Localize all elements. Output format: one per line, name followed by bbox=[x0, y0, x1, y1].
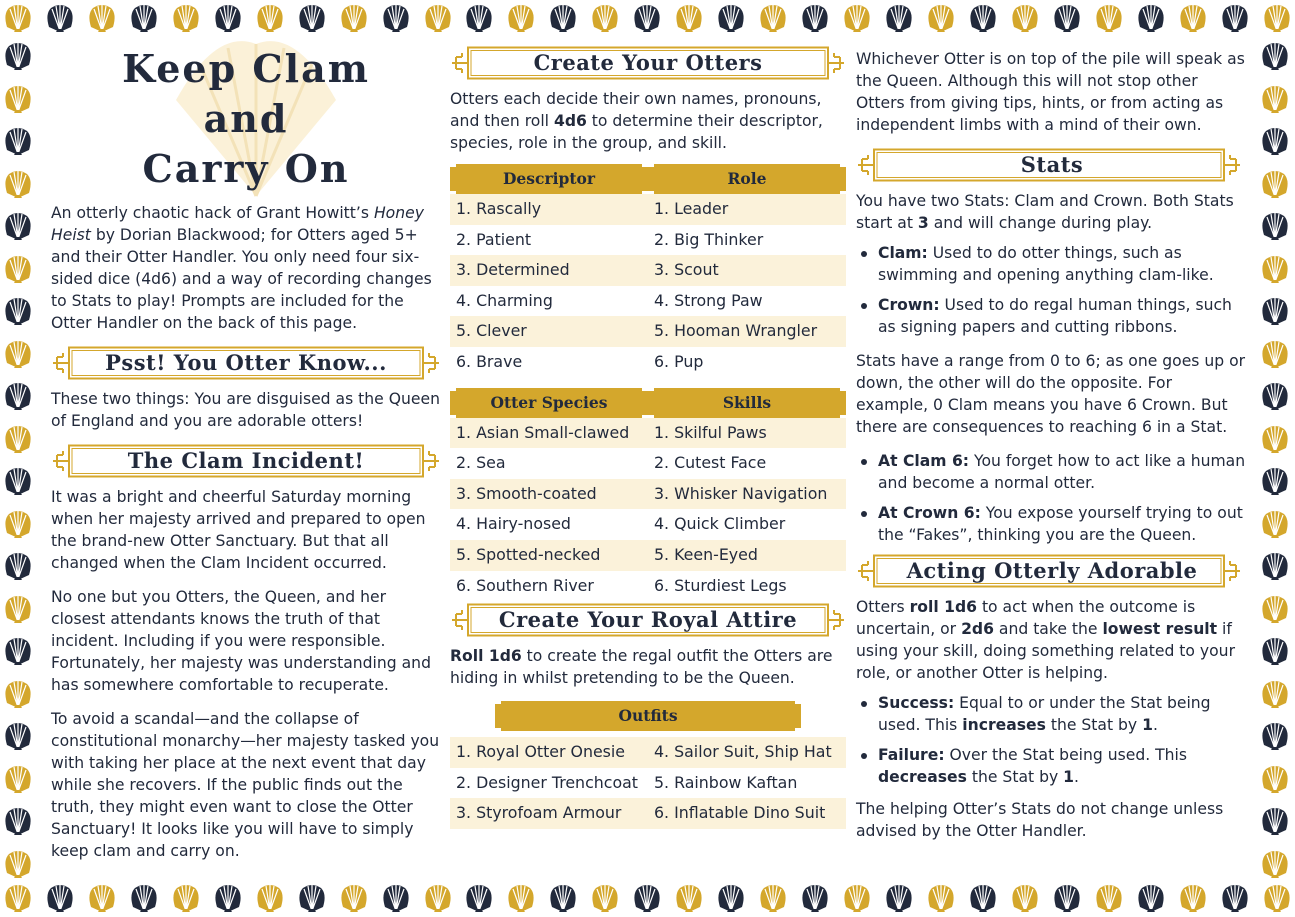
table-cell: 1. Skilful Paws bbox=[654, 422, 767, 442]
gold-scallop-shell-icon bbox=[1259, 763, 1291, 795]
table-cell: 3. Styrofoam Armour bbox=[456, 803, 622, 823]
table-cell: 1. Royal Otter Onesie bbox=[456, 742, 626, 762]
gold-scallop-shell-icon bbox=[1177, 882, 1209, 914]
intro-italic: Honey Heist bbox=[51, 204, 424, 244]
table-row bbox=[450, 225, 846, 256]
navy-scallop-shell-icon bbox=[547, 2, 579, 34]
crown6-text: You expose yourself trying to out the “Fakes”, thinking you are the Queen. bbox=[878, 504, 1243, 544]
create-text-bold: 4d6 bbox=[553, 112, 587, 130]
table-row bbox=[450, 194, 846, 225]
attire-text bbox=[450, 645, 846, 689]
gold-scallop-shell-icon bbox=[86, 2, 118, 34]
failure-number: 1 bbox=[1063, 768, 1075, 786]
incident-paragraph-1: It was a bright and cheerful Saturday morning when her majesty arrived and prepared to open the brand-new Otter Sanctuary. But that all changed when the Clam Incident occurred. bbox=[51, 488, 426, 572]
gold-scallop-shell-icon bbox=[841, 882, 873, 914]
descriptor-role-table bbox=[450, 164, 846, 378]
success-label: Success: bbox=[878, 694, 955, 712]
clam6-text: You forget how to act like a human and become a normal otter. bbox=[878, 452, 1246, 492]
intro-paragraph bbox=[51, 202, 441, 334]
acting-b3: lowest result bbox=[1102, 620, 1218, 638]
intro-text-1: An otterly chaotic hack of Grant Howitt’s bbox=[51, 204, 374, 222]
gold-scallop-shell-icon bbox=[2, 423, 34, 455]
navy-scallop-shell-icon bbox=[2, 40, 34, 72]
table-cell: 5. Rainbow Kaftan bbox=[654, 772, 798, 792]
navy-scallop-shell-icon bbox=[1259, 380, 1291, 412]
column-right bbox=[856, 40, 1248, 854]
table-cell: 4. Hairy-nosed bbox=[456, 514, 571, 534]
list-item bbox=[856, 450, 1248, 494]
navy-scallop-shell-icon bbox=[463, 2, 495, 34]
table-cell: 1. Leader bbox=[654, 199, 729, 218]
header-descriptor bbox=[450, 164, 648, 194]
table-cell: 3. Determined bbox=[456, 260, 570, 280]
consequence-list bbox=[856, 450, 1248, 546]
navy-scallop-shell-icon bbox=[2, 550, 34, 582]
navy-scallop-shell-icon bbox=[380, 2, 412, 34]
gold-scallop-shell-icon bbox=[925, 2, 957, 34]
outcome-list bbox=[856, 692, 1248, 788]
clam6-label: At Clam 6: bbox=[878, 452, 970, 470]
navy-scallop-shell-icon bbox=[296, 882, 328, 914]
gold-scallop-shell-icon bbox=[505, 882, 537, 914]
navy-scallop-shell-icon bbox=[2, 635, 34, 667]
navy-scallop-shell-icon bbox=[1219, 2, 1251, 34]
success-end: . bbox=[1152, 716, 1158, 734]
success-number: 1 bbox=[1142, 716, 1153, 734]
gold-scallop-shell-icon bbox=[2, 848, 34, 880]
navy-scallop-shell-icon bbox=[715, 882, 747, 914]
table-cell: 5. Hooman Wrangler bbox=[654, 321, 818, 341]
navy-scallop-shell-icon bbox=[883, 2, 915, 34]
header-label: Skills bbox=[722, 392, 772, 412]
failure-bold: decreases bbox=[878, 768, 967, 786]
clam-text: Used to do otter things, such as swimming and opening anything clam-like. bbox=[878, 244, 1214, 284]
table-cell: 3. Smooth-coated bbox=[456, 483, 597, 503]
acting-banner bbox=[856, 554, 1248, 588]
clam-label: Clam: bbox=[878, 244, 928, 262]
attire-banner bbox=[450, 603, 846, 637]
gold-scallop-shell-icon bbox=[1177, 2, 1209, 34]
table-cell: 4. Quick Climber bbox=[654, 514, 786, 534]
gold-scallop-shell-icon bbox=[338, 882, 370, 914]
navy-scallop-shell-icon bbox=[2, 805, 34, 837]
navy-scallop-shell-icon bbox=[1259, 465, 1291, 497]
gold-scallop-shell-icon bbox=[422, 882, 454, 914]
gold-scallop-shell-icon bbox=[2, 253, 34, 285]
navy-scallop-shell-icon bbox=[128, 882, 160, 914]
navy-scallop-shell-icon bbox=[1135, 882, 1167, 914]
title-line-3: Carry On bbox=[142, 146, 350, 191]
table-row bbox=[450, 448, 846, 479]
table-row bbox=[450, 737, 846, 768]
gold-scallop-shell-icon bbox=[2, 168, 34, 200]
failure-label: Failure: bbox=[878, 746, 945, 764]
table-row bbox=[450, 255, 846, 286]
gold-scallop-shell-icon bbox=[422, 2, 454, 34]
table-row bbox=[450, 286, 846, 317]
table-row bbox=[450, 347, 846, 378]
acting-t1: Otters bbox=[856, 598, 910, 616]
list-item bbox=[856, 242, 1248, 286]
table-cell: 3. Whisker Navigation bbox=[654, 483, 828, 503]
table-row bbox=[450, 798, 846, 829]
gold-scallop-shell-icon bbox=[2, 763, 34, 795]
gold-scallop-shell-icon bbox=[1259, 83, 1291, 115]
table-header bbox=[450, 164, 846, 194]
table-cell: 4. Sailor Suit, Ship Hat bbox=[654, 742, 832, 762]
crown-label: Crown: bbox=[878, 296, 940, 314]
psst-text: These two things: You are disguised as the Queen of England and you are adorable otters! bbox=[51, 390, 440, 430]
header-species bbox=[450, 388, 648, 418]
navy-scallop-shell-icon bbox=[1135, 2, 1167, 34]
header-role bbox=[648, 164, 846, 194]
gold-scallop-shell-icon bbox=[1259, 168, 1291, 200]
attire-heading: Create Your Royal Attire bbox=[498, 607, 798, 633]
navy-scallop-shell-icon bbox=[2, 465, 34, 497]
gold-scallop-shell-icon bbox=[1259, 338, 1291, 370]
create-text bbox=[450, 88, 846, 154]
shell-border-left bbox=[2, 40, 36, 880]
stats-intro-2: and will change during play. bbox=[928, 214, 1153, 232]
navy-scallop-shell-icon bbox=[1259, 635, 1291, 667]
gold-scallop-shell-icon bbox=[254, 882, 286, 914]
stats-heading: Stats bbox=[1020, 152, 1084, 177]
gold-scallop-shell-icon bbox=[1093, 2, 1125, 34]
table-cell: 2. Cutest Face bbox=[654, 453, 767, 473]
navy-scallop-shell-icon bbox=[547, 882, 579, 914]
gold-scallop-shell-icon bbox=[338, 2, 370, 34]
list-item bbox=[856, 502, 1248, 546]
table-cell: 6. Pup bbox=[654, 351, 704, 371]
table-cell: 2. Patient bbox=[456, 229, 532, 249]
navy-scallop-shell-icon bbox=[2, 295, 34, 327]
header-skills bbox=[648, 388, 846, 418]
failure-t2: the Stat by bbox=[966, 768, 1064, 786]
table-cell: 6. Southern River bbox=[456, 575, 594, 595]
navy-scallop-shell-icon bbox=[463, 882, 495, 914]
gold-scallop-shell-icon bbox=[757, 882, 789, 914]
incident-banner bbox=[51, 444, 441, 478]
navy-scallop-shell-icon bbox=[1259, 40, 1291, 72]
navy-scallop-shell-icon bbox=[212, 882, 244, 914]
navy-scallop-shell-icon bbox=[380, 882, 412, 914]
acting-heading: Acting Otterly Adorable bbox=[906, 558, 1198, 583]
list-item bbox=[856, 692, 1248, 736]
table-cell: 6. Sturdiest Legs bbox=[654, 575, 787, 595]
attire-text-rest: to create the regal outfit the Otters are hiding in whilst pretending to be the Queen. bbox=[450, 647, 833, 688]
gold-scallop-shell-icon bbox=[673, 882, 705, 914]
create-heading: Create Your Otters bbox=[533, 50, 763, 75]
navy-scallop-shell-icon bbox=[631, 882, 663, 914]
navy-scallop-shell-icon bbox=[631, 2, 663, 34]
navy-scallop-shell-icon bbox=[296, 2, 328, 34]
gold-scallop-shell-icon bbox=[2, 508, 34, 540]
table-row bbox=[450, 316, 846, 347]
helping-text: The helping Otter’s Stats do not change unless advised by the Otter Handler. bbox=[856, 800, 1224, 840]
navy-scallop-shell-icon bbox=[1259, 720, 1291, 752]
navy-scallop-shell-icon bbox=[44, 2, 76, 34]
table-cell: 6. Inflatable Dino Suit bbox=[654, 803, 826, 823]
stats-intro-1: You have two Stats: Clam and Crown. Both Stats start at bbox=[856, 192, 1234, 232]
incident-paragraph-3: To avoid a scandal—and the collapse of constitutional monarchy—her majesty tasked you with taking her place at the next event that day while she recovers. If the public finds out the truth, they might even want to close the Otter Sanctuary! It looks like you will have to simply keep clam and carry on. bbox=[51, 710, 440, 860]
create-text-2: to determine their descriptor, species, role in the group, and skill. bbox=[450, 112, 823, 152]
table-row bbox=[450, 418, 846, 449]
acting-b2: 2d6 bbox=[961, 620, 994, 638]
incident-heading: The Clam Incident! bbox=[127, 448, 365, 473]
gold-scallop-shell-icon bbox=[1259, 848, 1291, 880]
title-block bbox=[51, 40, 441, 200]
table-cell: 6. Brave bbox=[456, 351, 523, 371]
column-middle bbox=[450, 40, 846, 829]
outfits-header bbox=[450, 701, 846, 731]
navy-scallop-shell-icon bbox=[2, 720, 34, 752]
acting-b1: roll 1d6 bbox=[909, 598, 977, 616]
success-t1: Equal to or under the Stat being used. This bbox=[878, 694, 1211, 734]
crown-text: Used to do regal human things, such as signing papers and cutting ribbons. bbox=[878, 296, 1232, 336]
table-cell: 4. Strong Paw bbox=[654, 290, 763, 310]
gold-scallop-shell-icon bbox=[1259, 678, 1291, 710]
table-cell: 2. Designer Trenchcoat bbox=[456, 772, 638, 792]
table-cell: 5. Spotted-necked bbox=[456, 544, 601, 564]
page-title bbox=[51, 44, 441, 194]
gold-scallop-shell-icon bbox=[2, 2, 34, 34]
gold-scallop-shell-icon bbox=[2, 338, 34, 370]
intro-text-2: by Dorian Blackwood; for Otters aged 5+ and their Otter Handler. You only need four six-sided dice (4d6) and a way of recording changes to Stats to play! Prompts are included for the Otter Handler on the back of this page. bbox=[51, 226, 432, 332]
stats-intro bbox=[856, 190, 1248, 234]
gold-scallop-shell-icon bbox=[2, 882, 34, 914]
column-left bbox=[51, 40, 441, 874]
table-cell: 2. Big Thinker bbox=[654, 229, 764, 249]
acting-t4: if using your skill, doing something related to your role, or another Otter is helping. bbox=[856, 620, 1235, 682]
table-cell: 1. Asian Small-clawed bbox=[456, 422, 630, 442]
title-line-2: and bbox=[203, 96, 289, 141]
table-cell: 5. Clever bbox=[456, 321, 527, 341]
navy-scallop-shell-icon bbox=[2, 210, 34, 242]
stats-banner bbox=[856, 148, 1248, 182]
gold-scallop-shell-icon bbox=[170, 882, 202, 914]
navy-scallop-shell-icon bbox=[799, 882, 831, 914]
acting-t3: and take the bbox=[993, 620, 1103, 638]
navy-scallop-shell-icon bbox=[2, 125, 34, 157]
gold-scallop-shell-icon bbox=[170, 2, 202, 34]
navy-scallop-shell-icon bbox=[715, 2, 747, 34]
table-cell: 1. Rascally bbox=[456, 199, 542, 218]
table-cell: 3. Scout bbox=[654, 260, 719, 280]
table-row bbox=[450, 768, 846, 799]
psst-banner bbox=[51, 346, 441, 380]
stats-list bbox=[856, 242, 1248, 338]
create-banner bbox=[450, 46, 846, 80]
gold-scallop-shell-icon bbox=[254, 2, 286, 34]
gold-scallop-shell-icon bbox=[1261, 882, 1293, 914]
navy-scallop-shell-icon bbox=[1051, 2, 1083, 34]
navy-scallop-shell-icon bbox=[883, 882, 915, 914]
navy-scallop-shell-icon bbox=[967, 882, 999, 914]
gold-scallop-shell-icon bbox=[757, 2, 789, 34]
navy-scallop-shell-icon bbox=[212, 2, 244, 34]
table-cell: 4. Charming bbox=[456, 290, 553, 310]
header-label: Otter Species bbox=[490, 392, 608, 412]
navy-scallop-shell-icon bbox=[1259, 210, 1291, 242]
gold-scallop-shell-icon bbox=[2, 678, 34, 710]
navy-scallop-shell-icon bbox=[1259, 295, 1291, 327]
shell-border-right bbox=[1259, 40, 1293, 880]
table-row bbox=[450, 479, 846, 510]
navy-scallop-shell-icon bbox=[1259, 125, 1291, 157]
stats-range: Stats have a range from 0 to 6; as one goes up or down, the other will do the opposite. For example, 0 Clam means you have 6 Crown. But there are consequences to reaching 6 in a Stat. bbox=[856, 352, 1246, 436]
gold-scallop-shell-icon bbox=[1009, 2, 1041, 34]
stats-intro-bold: 3 bbox=[917, 214, 929, 232]
failure-end: . bbox=[1074, 768, 1079, 786]
header-label: Descriptor bbox=[502, 169, 596, 188]
navy-scallop-shell-icon bbox=[1051, 882, 1083, 914]
list-item bbox=[856, 744, 1248, 788]
table-cell: 2. Sea bbox=[456, 453, 506, 473]
header-outfits bbox=[495, 701, 801, 731]
gold-scallop-shell-icon bbox=[86, 882, 118, 914]
queen-text: Whichever Otter is on top of the pile will speak as the Queen. Although this will not stop other Otters from giving tips, hints, or from acting as independent limbs with a mind of their own. bbox=[856, 50, 1245, 134]
crown6-label: At Crown 6: bbox=[878, 504, 981, 522]
psst-heading: Psst! You Otter Know... bbox=[105, 350, 387, 375]
gold-scallop-shell-icon bbox=[673, 2, 705, 34]
shell-border-top bbox=[2, 2, 1293, 36]
attire-text-bold: Roll 1d6 bbox=[450, 647, 522, 666]
outfits-table bbox=[450, 701, 846, 829]
navy-scallop-shell-icon bbox=[2, 380, 34, 412]
header-label: Role bbox=[727, 169, 767, 188]
gold-scallop-shell-icon bbox=[1259, 253, 1291, 285]
gold-scallop-shell-icon bbox=[589, 2, 621, 34]
gold-scallop-shell-icon bbox=[1259, 423, 1291, 455]
incident-paragraph-2: No one but you Otters, the Queen, and her closest attendants knows the truth of that incident. Including if you were responsible. Fortunately, her majesty was understanding and has somewhere comfortable to recuperate. bbox=[51, 588, 431, 694]
title-line-1: Keep Clam bbox=[122, 46, 370, 91]
navy-scallop-shell-icon bbox=[799, 2, 831, 34]
acting-t2: to act when the outcome is uncertain, or bbox=[856, 598, 1196, 638]
gold-scallop-shell-icon bbox=[1259, 593, 1291, 625]
create-text-1: Otters each decide their own names, pronouns, and then roll bbox=[450, 90, 822, 130]
navy-scallop-shell-icon bbox=[44, 882, 76, 914]
table-row bbox=[450, 571, 846, 602]
gold-scallop-shell-icon bbox=[841, 2, 873, 34]
table-cell: 5. Keen-Eyed bbox=[654, 544, 758, 564]
shell-border-bottom bbox=[2, 882, 1293, 916]
gold-scallop-shell-icon bbox=[1259, 508, 1291, 540]
header-label: Outfits bbox=[618, 706, 678, 726]
table-row bbox=[450, 540, 846, 571]
success-t2: the Stat by bbox=[1045, 716, 1143, 734]
gold-scallop-shell-icon bbox=[1261, 2, 1293, 34]
gold-scallop-shell-icon bbox=[2, 593, 34, 625]
acting-text bbox=[856, 596, 1248, 684]
list-item bbox=[856, 294, 1248, 338]
gold-scallop-shell-icon bbox=[589, 882, 621, 914]
navy-scallop-shell-icon bbox=[967, 2, 999, 34]
navy-scallop-shell-icon bbox=[128, 2, 160, 34]
table-header bbox=[450, 388, 846, 418]
navy-scallop-shell-icon bbox=[1259, 805, 1291, 837]
gold-scallop-shell-icon bbox=[505, 2, 537, 34]
gold-scallop-shell-icon bbox=[1093, 882, 1125, 914]
success-bold: increases bbox=[962, 716, 1046, 734]
navy-scallop-shell-icon bbox=[1259, 550, 1291, 582]
table-row bbox=[450, 509, 846, 540]
navy-scallop-shell-icon bbox=[1219, 882, 1251, 914]
failure-t1: Over the Stat being used. This bbox=[944, 746, 1188, 764]
gold-scallop-shell-icon bbox=[1009, 882, 1041, 914]
gold-scallop-shell-icon bbox=[925, 882, 957, 914]
species-skills-table bbox=[450, 388, 846, 602]
gold-scallop-shell-icon bbox=[2, 83, 34, 115]
